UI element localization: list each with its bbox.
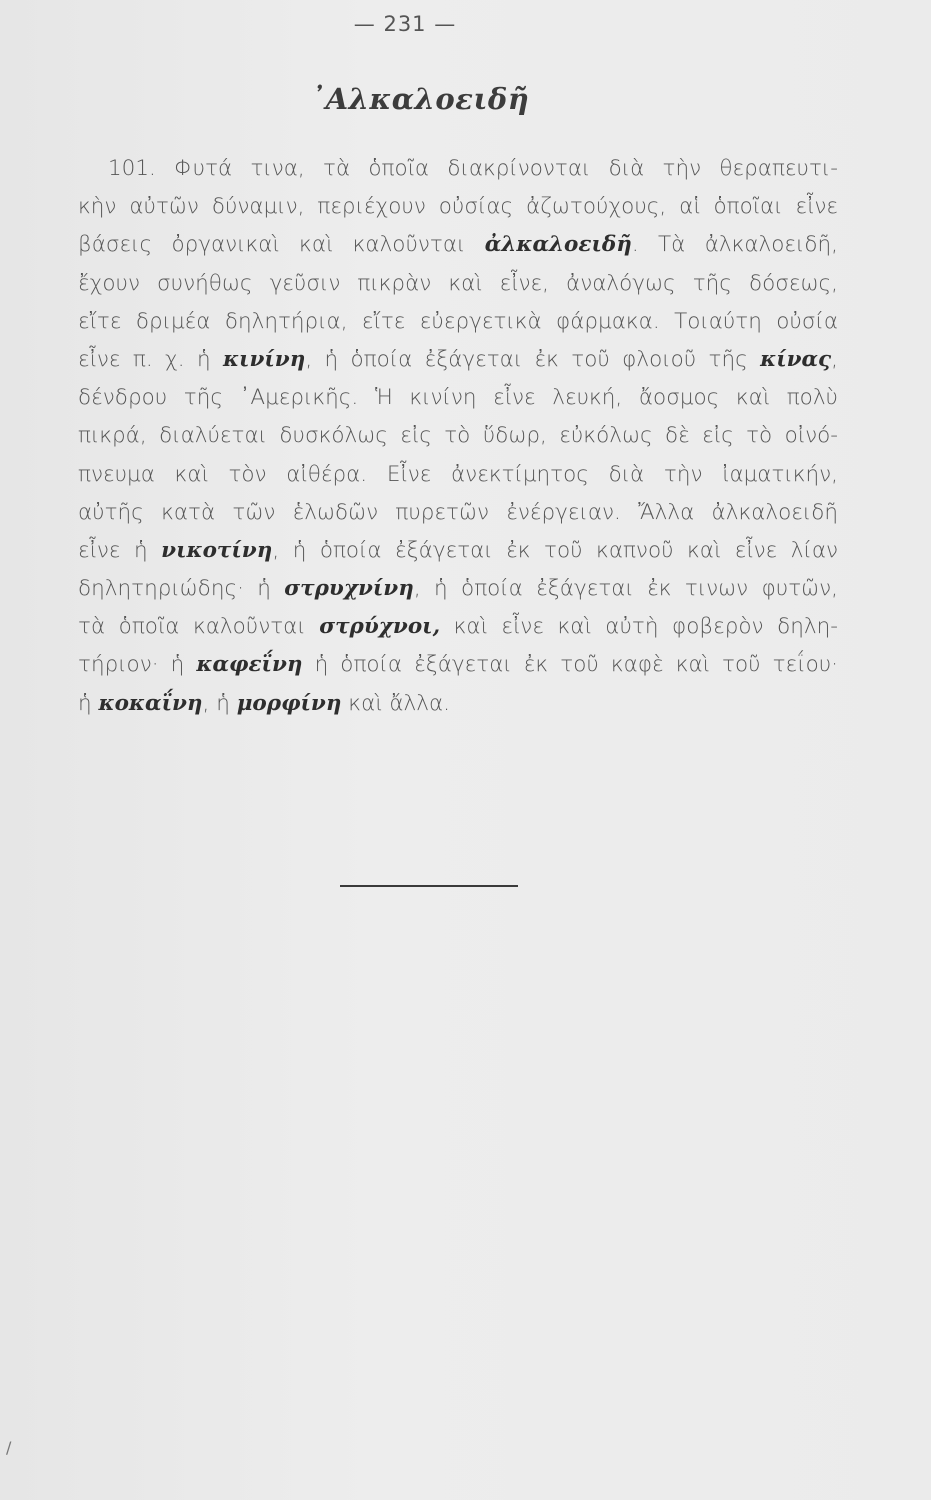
text-line: ἔχουν συνήθως γεῦσιν πικρὰν καὶ εἶνε, ἀναλόγως τῆς δόσεως, [78,270,838,296]
text-line: αὐτῆς κατὰ τῶν ἑλωδῶν πυρετῶν ἐνέργειαν. Ἄλλα ἀλκαλοειδῆ [78,499,838,525]
term-alkaloids: ἀλκαλοειδῆ [484,232,632,258]
text-line: τήριον· ἡ καφεΐνη ἡ ὁποία ἐξάγεται ἐκ τοῦ καφὲ καὶ τοῦ τεΐου· [78,652,838,678]
text-line: εἶνε ἡ νικοτίνη, ἡ ὁποία ἐξάγεται ἐκ τοῦ καπνοῦ καὶ εἶνε λίαν [78,537,838,563]
term-strychnine: στρυχνίνη [284,576,414,602]
text-line: ἡ κοκαΐνη, ἡ μορφίνη καὶ ἄλλα. [78,690,450,716]
text-line: δηλητηριώδης· ἡ στρυχνίνη, ἡ ὁποία ἐξάγεται ἐκ τινων φυτῶν, [78,576,838,602]
paragraph-101 [78,150,838,723]
text-line: κὴν αὐτῶν δύναμιν, περιέχουν οὐσίας ἀζωτούχους, αἱ ὁποῖαι εἶνε [78,194,838,220]
term-strychnos: στρύχνοι, [319,614,441,640]
text-line: δένδρου τῆς ᾿Αμερικῆς. Ἡ κινίνη εἶνε λευκή, ἄοσμος καὶ πολὺ [78,385,838,411]
text-line: πικρά, διαλύεται δυσκόλως εἰς τὸ ὕδωρ, εὐκόλως δὲ εἰς τὸ οἰνό- [78,423,838,449]
text-line: εἶνε π. χ. ἡ κινίνη, ἡ ὁποία ἐξάγεται ἐκ τοῦ φλοιοῦ τῆς κίνας, [78,346,838,372]
text-line: πνευμα καὶ τὸν αἰθέρα. Εἶνε ἀνεκτίμητος διὰ τὴν ἰαματικήν, [78,461,838,487]
text-line: εἴτε δριμέα δηλητήρια, εἴτε εὐεργετικὰ φάρμακα. Τοιαύτη οὐσία [78,308,838,334]
text-line: βάσεις ὀργανικαὶ καὶ καλοῦνται ἀλκαλοειδῆ. Τὰ ἀλκαλοειδῆ, [78,232,838,258]
text-line: 101. Φυτά τινα, τὰ ὁποῖα διακρίνονται διὰ τὴν θεραπευτι- [108,156,838,181]
term-quinine: κινίνη [222,346,306,372]
chapter-title: ᾿Αλκαλοειδῆ [310,82,530,116]
term-caffeine: καφεΐνη [196,652,303,678]
term-cocaine: κοκαΐνη [98,690,203,716]
section-divider [340,885,518,887]
margin-mark: / [6,1438,12,1457]
page-number: — 231 — [353,12,457,36]
term-morphine: μορφίνη [236,690,342,716]
term-nicotine: νικοτίνη [161,537,273,563]
text-line: τὰ ὁποῖα καλοῦνται στρύχνοι, καὶ εἶνε καὶ αὐτὴ φοβερὸν δηλη- [78,614,838,640]
term-cinchona: κίνας [760,346,832,372]
